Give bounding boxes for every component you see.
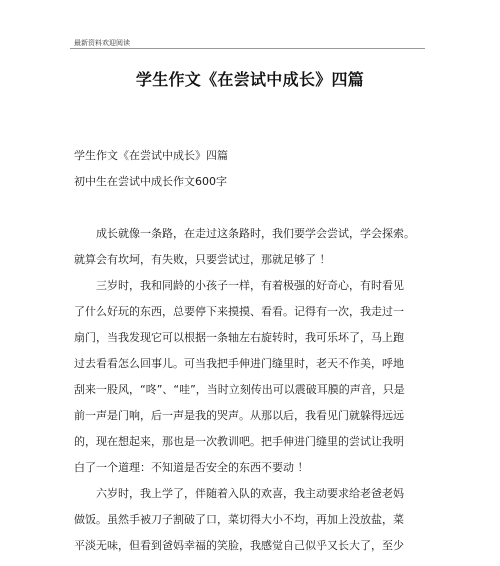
body-paragraph-line: 成长就像一条路，在走过这条路时，我们要学会尝试，学会探索。 xyxy=(96,227,415,240)
body-paragraph-line: 就算会有坎坷，有失败，只要尝试过，那就足够了 ！ xyxy=(74,253,331,266)
body-paragraph-line: 刮来一股风，“咚”、“哇”，当时立刻传出可以震破耳膜的声音，只是 xyxy=(74,383,405,396)
body-paragraph-line: 六岁时，我上学了，伴随着入队的欢喜，我主动要求给老爸老妈 xyxy=(96,487,404,500)
body-paragraph-line: 过去看看怎么回事儿。可当我把手伸进门缝里时，老天不作美，呼地 xyxy=(74,357,404,370)
intro-line: 学生作文《在尝试中成长》四篇 xyxy=(74,149,228,162)
body-paragraph-line: 白了一个道理：不知道是否安全的东西不要动 ！ xyxy=(74,461,309,474)
body-paragraph-line: 了什么好玩的东西，总要停下来摸摸、看看。记得有一次，我走过一 xyxy=(74,305,404,318)
page-header: 最新资料欢迎阅读 xyxy=(74,39,130,47)
body-paragraph-line: 的，现在想起来，那也是一次教训吧。把手伸进门缝里的尝试让我明 xyxy=(74,435,404,448)
body-paragraph-line: 三岁时，我和同龄的小孩子一样，有着极强的好奇心，有时看见 xyxy=(96,279,404,292)
document-title: 学生作文《在尝试中成长》四篇 xyxy=(135,70,365,89)
body-paragraph-line: 做饭。虽然手被刀子割破了口，菜切得大小不均，再加上没放盐，菜 xyxy=(74,513,404,526)
body-paragraph-line: 扇门，当我发现它可以根据一条轴左右旋转时，我可乐坏了，马上跑 xyxy=(74,331,404,344)
header-divider xyxy=(70,48,425,49)
body-paragraph-line: 前一声是门响，后一声是我的哭声。从那以后，我看见门就躲得远远 xyxy=(74,409,404,422)
intro-line: 初中生在尝试中成长作文600字 xyxy=(74,175,227,188)
body-paragraph-line: 平淡无味，但看到爸妈幸福的笑脸，我感觉自己似乎又长大了，至少 xyxy=(74,539,404,552)
